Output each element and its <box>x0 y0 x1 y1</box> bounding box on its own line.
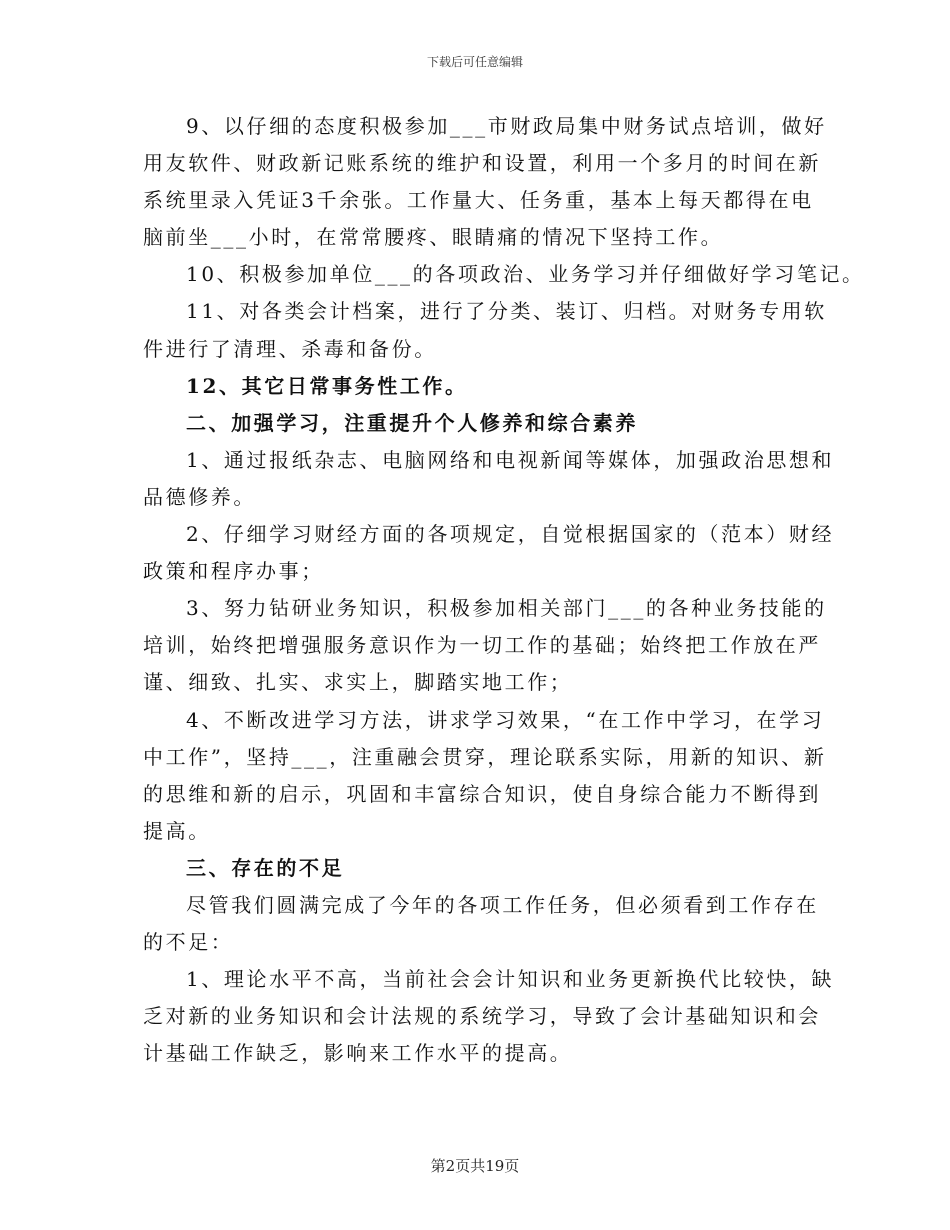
paragraph-line: 的思维和新的启示，巩固和丰富综合知识，使自身综合能力不断得到 <box>143 781 821 806</box>
paragraph-line: 乏对新的业务知识和会计法规的系统学习，导致了会计基础知识和会 <box>143 1004 821 1029</box>
paragraph-line: 用友软件、财政新记账系统的维护和设置，利用一个多月的时间在新 <box>143 151 821 176</box>
paragraph-line: 提高。 <box>143 818 211 843</box>
paragraph-line: 系统里录入凭证3千余张。工作量大、任务重，基本上每天都得在电 <box>143 188 814 213</box>
paragraph-line: 件进行了清理、杀毒和备份。 <box>143 336 437 361</box>
paragraph-line: 9、以仔细的态度积极参加___市财政局集中财务试点培训，做好 <box>186 114 827 138</box>
section-heading-line: 12、其它日常事务性工作。 <box>186 373 468 398</box>
page-footer: 第2页共19页 <box>430 1157 520 1175</box>
paragraph-line: 中工作”，坚持___，注重融会贯穿，理论联系实际，用新的知识、新 <box>143 744 827 769</box>
paragraph-line: 谨、细致、扎实、求实上，脚踏实地工作； <box>143 670 573 695</box>
paragraph-line: 3、努力钻研业务知识，积极参加相关部门___的各种业务技能的 <box>186 596 827 621</box>
paragraph-line: 11、对各类会计档案，进行了分类、装订、归档。对财务专用软 <box>186 299 827 324</box>
section-heading-line: 二、加强学习，注重提升个人修养和综合素养 <box>186 410 638 435</box>
paragraph-line: 脑前坐___小时，在常常腰疼、眼睛痛的情况下坚持工作。 <box>143 225 724 250</box>
paragraph-line: 2、仔细学习财经方面的各项规定，自觉根据国家的（范本）财经 <box>186 522 835 547</box>
paragraph-line: 1、通过报纸杂志、电脑网络和电视新闻等媒体，加强政治思想和 <box>186 447 835 472</box>
paragraph-line: 品德修养。 <box>143 484 256 509</box>
paragraph-line: 的不足： <box>143 930 234 955</box>
paragraph-line: 1、理论水平不高，当前社会会计知识和业务更新换代比较快，缺 <box>186 967 835 992</box>
paragraph-line: 10、积极参加单位___的各项政治、业务学习并仔细做好学习笔记。 <box>186 262 865 287</box>
section-heading-line: 三、存在的不足 <box>186 855 345 880</box>
document-body <box>143 108 865 1072</box>
paragraph-line: 计基础工作缺乏，影响来工作水平的提高。 <box>143 1041 573 1066</box>
paragraph-line: 培训，始终把增强服务意识作为一切工作的基础；始终把工作放在严 <box>143 633 821 658</box>
page-header: 下载后可任意编辑 <box>426 55 523 69</box>
paragraph-line: 4、不断改进学习方法，讲求学习效果，“在工作中学习，在学习 <box>186 707 825 732</box>
paragraph-line: 政策和程序办事； <box>143 559 324 584</box>
paragraph-line: 尽管我们圆满完成了今年的各项工作任务，但必须看到工作存在 <box>186 892 819 917</box>
